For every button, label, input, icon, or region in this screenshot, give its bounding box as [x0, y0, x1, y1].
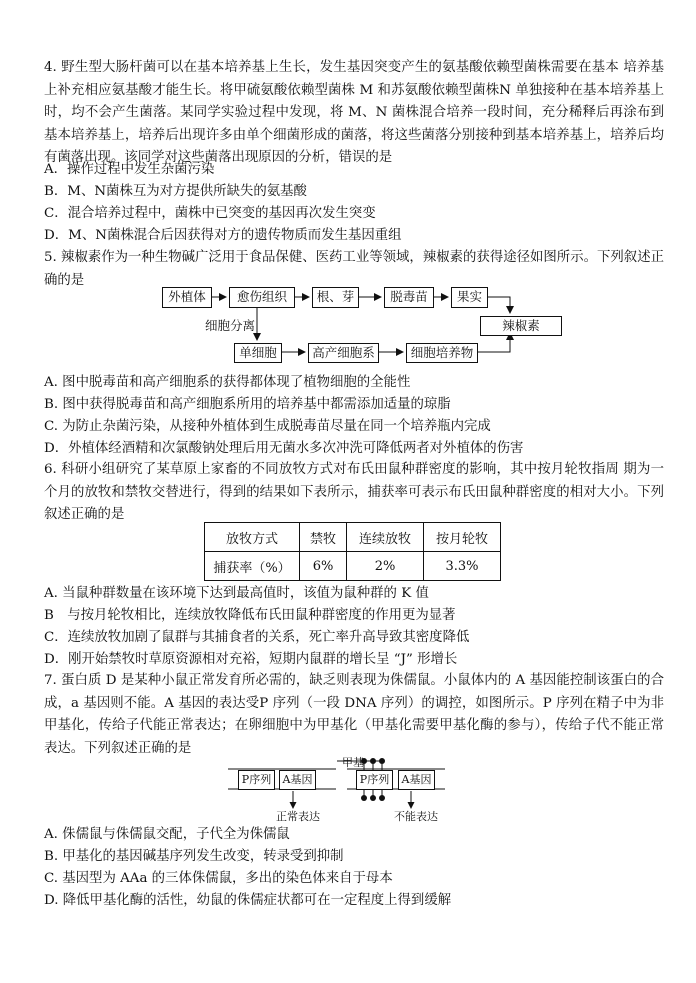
q5-option-d: D．外植体经酒精和次氯酸钠处理后用无菌水多次冲洗可降低两者对外植体的伤害 — [44, 441, 524, 456]
methyl-group — [370, 795, 376, 801]
q4-option-c: C．混合培养过程中，菌株中已突变的基因再次发生突变 — [44, 206, 376, 221]
flow-label-separation: 细胞分离 — [205, 318, 256, 333]
table-header-cell: 按月轮牧 — [424, 523, 501, 552]
q5-stem: 5. 辣椒素作为一种生物碱广泛用于食品保健、医药工业等领域，辣椒素的获得途径如图所示。下列叙述正确的是 — [44, 250, 664, 288]
q4-option-d: D．M、N菌株混合后因获得对方的遗传物质而发生基因重组 — [44, 228, 402, 243]
q7-option-c: C. 基因型为 AAa 的三体侏儒鼠，多出的染色体来自于母本 — [44, 871, 393, 886]
flow-cell-culture: 细胞培养物 — [406, 343, 478, 363]
flow-capsaicin: 辣椒素 — [480, 316, 562, 336]
table-header-cell: 放牧方式 — [205, 523, 300, 552]
q4-stem: 4. 野生型大肠杆菌可以在基本培养基上生长，发生基因突变产生的氨基酸依赖型菌株需要在基本 培养基上补充相应氨基酸才能生长。将甲硫氨酸依赖型菌株 M 和苏氨酸依赖型菌株N 单独接种在基本培养基上时，均不会产生菌落。某同学实验过程中发现，将 M、N 菌株混合培养一段时间，充分稀释后再涂布到基本培养基上，培养后出现许多由单个细菌形成的菌落，将这些菌落分别接种到基本培养基上，培养后均有菌落出现。该同学对这些菌落出现原因的分析，错误的是 — [44, 60, 665, 166]
label-normal-expression: 正常表达 — [276, 810, 320, 823]
flow-callus: 愈伤组织 — [229, 287, 295, 308]
q6-option-c: C．连续放牧加剧了鼠群与其捕食者的关系，死亡率升高导致其密度降低 — [44, 630, 470, 645]
table-header-cell: 连续放牧 — [347, 523, 424, 552]
left-p-sequence: P序列 — [238, 770, 275, 790]
flow-virus-free-seedling: 脱毒苗 — [384, 287, 434, 308]
right-a-gene: A基因 — [398, 770, 435, 790]
q7-stem: 7. 蛋白质 D 是某种小鼠正常发育所必需的，缺乏则表现为侏儒鼠。小鼠体内的 A 基因能控制该蛋白的合成，a 基因则不能。A 基因的表达受P 序列（一段 DNA 序列）的调控，如图所示。P 序列在精子中为非甲基化，传给子代能正常表达；在卵细胞中为甲基化（甲基化需要甲基化酶的参与），传给子代不能正常表达。下列叙述正确的是 — [44, 673, 664, 756]
left-a-gene: A基因 — [279, 770, 316, 790]
q4-option-b: B．M、N菌株互为对方提供所缺失的氨基酸 — [44, 184, 307, 199]
q6-option-a: A. 当鼠种群数量在该环境下达到最高值时，该值为鼠种群的 K 值 — [44, 586, 429, 601]
q7-option-b: B. 甲基化的基因碱基序列发生改变，转录受到抑制 — [44, 849, 344, 864]
table-header-cell: 禁牧 — [300, 523, 347, 552]
flow-high-yield-line: 高产细胞系 — [308, 343, 379, 363]
q6-option-b: B 与按月轮牧相比，连续放牧降低布氏田鼠种群密度的作用更为显著 — [44, 608, 456, 623]
methyl-group — [361, 795, 367, 801]
q6-stem: 6. 科研小组研究了某草原上家畜的不同放牧方式对布氏田鼠种群密度的影响，其中按月轮牧指周 期为一个月的放牧和禁牧交替进行，得到的结果如下表所示，捕获率可表示布氏田鼠种群密度的相对大小。下列叙述正确的是 — [44, 462, 664, 523]
q4-option-a: A．操作过程中发生杂菌污染 — [44, 162, 215, 177]
q6-option-d: D．刚开始禁牧时草原资源相对充裕，短期内鼠群的增长呈 “J” 形增长 — [44, 652, 458, 667]
q5-option-a: A. 图中脱毒苗和高产细胞系的获得都体现了植物细胞的全能性 — [44, 375, 411, 390]
label-no-expression: 不能表达 — [394, 810, 438, 823]
label-methyl: 甲基 — [342, 756, 364, 769]
right-p-sequence: P序列 — [356, 770, 393, 790]
flow-fruit: 果实 — [451, 287, 488, 308]
methyl-group — [379, 795, 385, 801]
methyl-group — [370, 758, 376, 764]
table-cell: 2% — [347, 552, 424, 581]
q5-option-b: B. 图中获得脱毒苗和高产细胞系所用的培养基中都需添加适量的琼脂 — [44, 397, 451, 412]
table-cell: 6% — [300, 552, 347, 581]
q7-option-d: D. 降低甲基化酶的活性，幼鼠的侏儒症状都可在一定程度上得到缓解 — [44, 893, 452, 908]
q5-option-c: C. 为防止杂菌污染，从接种外植体到生成脱毒苗尽量在同一个培养瓶内完成 — [44, 419, 491, 434]
table-cell: 3.3% — [424, 552, 501, 581]
methyl-group — [379, 758, 385, 764]
q7-option-a: A. 侏儒鼠与侏儒鼠交配，子代全为侏儒鼠 — [44, 827, 290, 842]
flow-single-cell: 单细胞 — [234, 343, 282, 363]
flow-roots-shoots: 根、芽 — [312, 287, 359, 308]
table-cell: 捕获率（%） — [205, 552, 300, 581]
flow-explant: 外植体 — [162, 287, 212, 308]
